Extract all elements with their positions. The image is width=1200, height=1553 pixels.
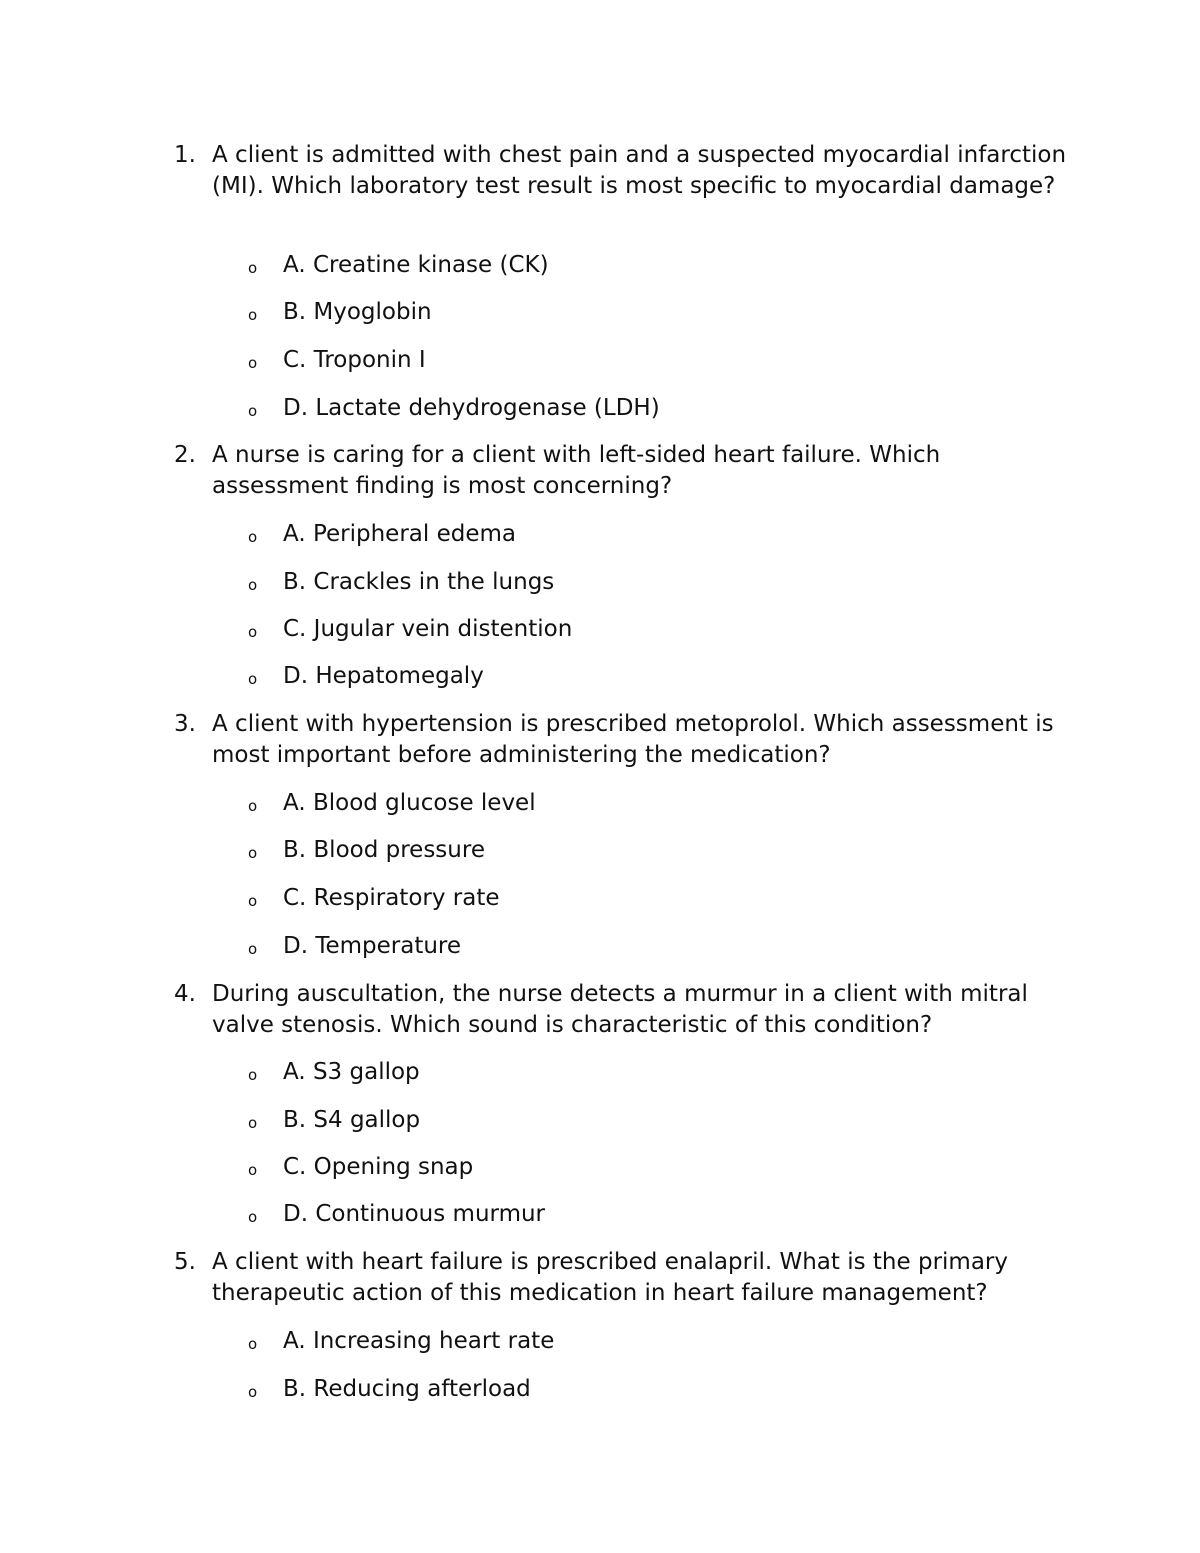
option-4a	[0, 1057, 1200, 1089]
option-text: B. S4 gallop	[283, 1107, 421, 1133]
bullet-icon: o	[248, 402, 258, 420]
option-text: B. Blood pressure	[283, 837, 485, 863]
option-4c	[0, 1152, 1200, 1184]
option-text: C. Respiratory rate	[283, 885, 500, 911]
option-text: B. Myoglobin	[283, 299, 432, 325]
bullet-icon: o	[248, 670, 258, 688]
option-text: A. Increasing heart rate	[283, 1328, 555, 1354]
option-5b	[0, 1374, 1200, 1406]
bullet-icon: o	[248, 1335, 258, 1353]
option-3b	[0, 835, 1200, 867]
option-2a	[0, 519, 1200, 551]
option-5a	[0, 1326, 1200, 1358]
option-3c	[0, 883, 1200, 915]
option-text: A. Blood glucose level	[283, 790, 536, 816]
option-text: B. Crackles in the lungs	[283, 569, 555, 595]
option-4b	[0, 1105, 1200, 1137]
bullet-icon: o	[248, 528, 258, 546]
bullet-icon: o	[248, 844, 258, 862]
option-text: D. Hepatomegaly	[283, 663, 484, 689]
option-1d	[0, 393, 1200, 425]
bullet-icon: o	[248, 259, 258, 277]
question-number: 4.	[174, 981, 196, 1007]
bullet-icon: o	[248, 354, 258, 372]
option-1b	[0, 297, 1200, 329]
option-text: A. Creatine kinase (CK)	[283, 252, 549, 278]
option-2b	[0, 567, 1200, 599]
question-number: 3.	[174, 711, 196, 737]
bullet-icon: o	[248, 797, 258, 815]
option-3d	[0, 931, 1200, 963]
option-2d	[0, 661, 1200, 693]
bullet-icon: o	[248, 1383, 258, 1401]
bullet-icon: o	[248, 1161, 258, 1179]
option-text: C. Opening snap	[283, 1154, 474, 1180]
bullet-icon: o	[248, 1208, 258, 1226]
question-number: 2.	[174, 442, 196, 468]
question-number: 1.	[174, 142, 196, 168]
bullet-icon: o	[248, 940, 258, 958]
question-text: During auscultation, the nurse detects a murmur in a client with mitral valve stenosis. Which sound is characteristic of this condition?	[212, 981, 1028, 1038]
option-text: C. Jugular vein distention	[283, 616, 573, 642]
bullet-icon: o	[248, 1066, 258, 1084]
option-text: D. Temperature	[283, 933, 462, 959]
bullet-icon: o	[248, 306, 258, 324]
bullet-icon: o	[248, 576, 258, 594]
option-text: D. Continuous murmur	[283, 1201, 546, 1227]
option-text: A. S3 gallop	[283, 1059, 420, 1085]
option-text: A. Peripheral edema	[283, 521, 516, 547]
question-text: A client with hypertension is prescribed metoprolol. Which assessment is most important before administering the medication?	[212, 711, 1054, 768]
question-number: 5.	[174, 1249, 196, 1275]
question-text: A client is admitted with chest pain and a suspected myocardial infarction (MI). Which laboratory test result is most specific to myocardial damage?	[212, 142, 1067, 199]
bullet-icon: o	[248, 892, 258, 910]
option-1c	[0, 345, 1200, 377]
bullet-icon: o	[248, 1114, 258, 1132]
option-text: D. Lactate dehydrogenase (LDH)	[283, 395, 660, 421]
bullet-icon: o	[248, 623, 258, 641]
option-1a	[0, 250, 1200, 282]
question-text: A client with heart failure is prescribed enalapril. What is the primary therapeutic action of this medication in heart failure management?	[212, 1249, 1008, 1306]
option-3a	[0, 788, 1200, 820]
option-text: C. Troponin I	[283, 347, 426, 373]
option-4d	[0, 1199, 1200, 1231]
question-text: A nurse is caring for a client with left-sided heart failure. Which assessment finding is most concerning?	[212, 442, 941, 499]
option-2c	[0, 614, 1200, 646]
option-text: B. Reducing afterload	[283, 1376, 531, 1402]
